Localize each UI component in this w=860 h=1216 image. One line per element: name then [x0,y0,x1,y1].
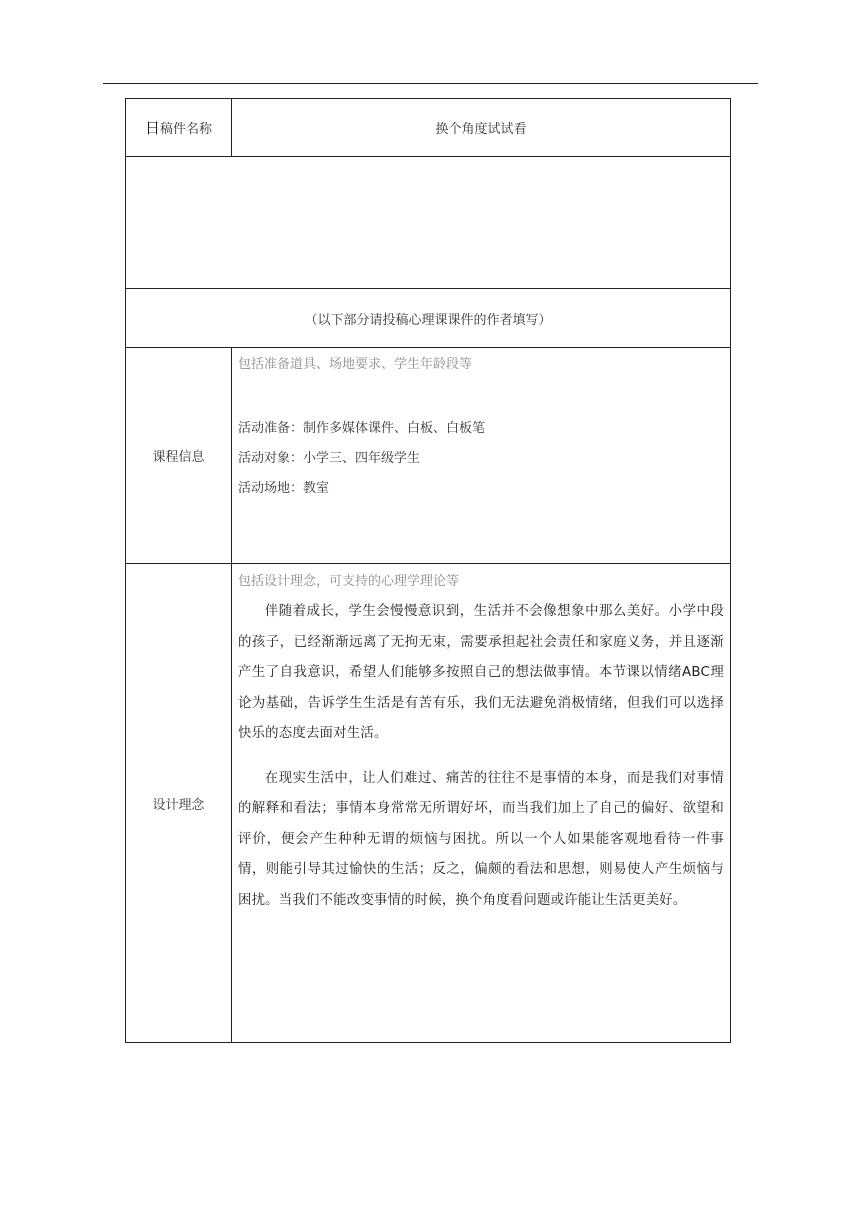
course-info-line: 活动对象：小学三、四年级学生 [238,451,421,466]
title-label-prefix: 日 [144,119,160,137]
header-rule [103,83,758,84]
course-info-hint: 包括准备道具、场地要求、学生年龄段等 [238,357,473,372]
design-content [232,564,731,1043]
design-label: 设计理念 [126,564,232,1043]
title-row [126,99,731,157]
course-info-line: 活动准备：制作多媒体课件、白板、白板笔 [238,421,486,436]
note-row [126,289,731,348]
blank-row [126,157,731,289]
course-info-lines [238,414,724,504]
course-info-row [126,348,731,564]
design-paragraph: 在现实生活中，让人们难过、痛苦的往往不是事情的本身，而是我们对事情的解释和看法；事情本身常常无所谓好坏，而当我们加上了自己的偏好、欲望和评价，便会产生种种无谓的烦恼与困扰。所以一个人如果能客观地看待一件事情，则能引导其过愉快的生活；反之，偏颇的看法和思想，则易使人产生烦恼与困扰。当我们不能改变事情的时候，换个角度看问题或许能让生活更美好。 [238,770,724,908]
title-label-cell [126,99,232,157]
title-value: 换个角度试试看 [232,99,731,157]
design-row [126,564,731,1043]
design-paragraph: 伴随着成长，学生会慢慢意识到，生活并不会像想象中那么美好。小学中段的孩子，已经渐渐远离了无拘无束，需要承担起社会责任和家庭义务，并且逐渐产生了自我意识，希望人们能够多按照自己的想法做事情。本节课以情绪ABC理论为基础，告诉学生生活是有苦有乐，我们无法避免消极情绪，但我们可以选择快乐的态度去面对生活。 [238,604,724,741]
design-hint: 包括设计理念，可支持的心理学理论等 [238,574,460,589]
blank-cell [126,157,731,289]
submission-form-table [125,98,731,1043]
course-info-label: 课程信息 [126,348,232,564]
course-info-content [232,348,731,564]
course-info-line: 活动场地：教室 [238,481,330,496]
title-label: 稿件名称 [160,122,213,137]
author-note: （以下部分请投稿心理课课件的作者填写） [126,289,731,348]
